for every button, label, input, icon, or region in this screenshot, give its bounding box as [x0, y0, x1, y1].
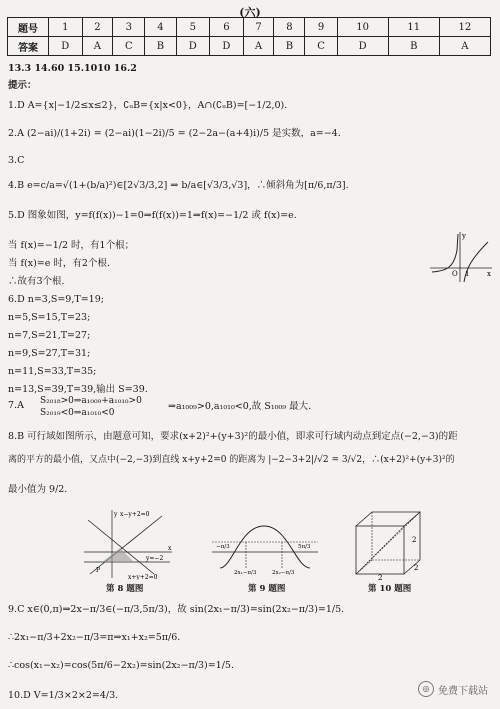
- solution-q8: 8.B 可行域如图所示，由题意可知，要求(x+2)²+(y+3)²的最小值，即求可行域内动点到定点(−2,−3)的距: [8, 431, 458, 442]
- fig8-line2: y=−2: [146, 555, 164, 562]
- fig8-line3: x+y+2=0: [128, 574, 158, 580]
- figure-q5-graph: [428, 230, 494, 284]
- wechat-icon: ◎: [418, 681, 434, 697]
- watermark-text: 免费下载站: [438, 685, 488, 697]
- table-cell: C: [305, 37, 337, 56]
- fig9-label-b: 5π/3: [298, 544, 311, 550]
- fig9-label-a: −π/3: [216, 544, 230, 550]
- solution-q5-case1: 当 f(x)=−1/2 时，有1个根；: [8, 240, 135, 251]
- table-cell: D: [49, 37, 83, 56]
- table-cell: B: [388, 37, 439, 56]
- fig5-label-x: x: [487, 270, 491, 278]
- fig10-edge1: 2: [412, 536, 417, 544]
- figure-q8-caption: 第 8 题图: [106, 584, 144, 594]
- solution-q8-result: 最小值为 9/2.: [8, 484, 68, 495]
- table-cell: 7: [243, 18, 274, 37]
- figure-q10-cube: [352, 508, 426, 580]
- fig10-edge3: 2: [414, 564, 419, 572]
- row-label: 题号: [8, 18, 49, 37]
- table-cell: 5: [176, 18, 210, 37]
- fig5-label-o: O: [452, 270, 458, 278]
- solution-q5: 5.D 图象如图，y=f(f(x))−1=0⇒f(f(x))=1⇒f(x)=−1/2 或 f(x)=e.: [8, 210, 297, 221]
- solution-q7-cond1: S₂₀₁₈>0⇒a₁₀₀₉+a₁₀₁₀>0: [40, 396, 142, 406]
- solution-q7-result: ⇒a₁₀₀₉>0,a₁₀₁₀<0,故 S₁₀₀₉ 最大.: [168, 401, 312, 412]
- answer-table: [7, 17, 491, 56]
- solution-q6-output: n=13,S=39,T=39,输出 S=39.: [8, 384, 148, 395]
- solution-q1: 1.D A={x|−1/2≤x≤2}，∁ᵤB={x|x<0}，A∩(∁ᵤB)=[−1/2,0).: [8, 100, 288, 111]
- fig9-label-x1: 2x₁−π/3: [234, 570, 257, 576]
- table-cell: B: [274, 37, 305, 56]
- table-cell: A: [82, 37, 113, 56]
- table-row: [8, 18, 491, 37]
- solution-q9-result: ∴cos(x₁−x₂)=cos(5π/6−2x₂)=sin(2x₂−π/3)=1/5.: [8, 660, 234, 671]
- table-cell: 2: [82, 18, 113, 37]
- fig10-edge2: 2: [378, 574, 383, 580]
- table-cell: 10: [337, 18, 388, 37]
- table-cell: 6: [210, 18, 244, 37]
- solution-q6: 6.D n=3,S=9,T=19;: [8, 294, 104, 305]
- table-cell: 11: [388, 18, 439, 37]
- fig8-label-x: x: [168, 545, 172, 552]
- fig8-line1: x−y+2=0: [120, 511, 150, 518]
- solution-q6-step: n=11,S=33,T=35;: [8, 366, 97, 377]
- fig5-label-1: 1: [465, 270, 470, 278]
- table-cell: A: [243, 37, 274, 56]
- solution-q7-cond2: S₂₀₁₉<0⇒a₁₀₁₀<0: [40, 408, 115, 418]
- solution-q2: 2.A (2−ai)/(1+2i) = (2−ai)(1−2i)/5 = (2−2a−(a+4)i)/5 是实数，a=−4.: [8, 128, 341, 139]
- table-cell: 4: [145, 18, 176, 37]
- table-cell: 9: [305, 18, 337, 37]
- solution-q8-cont: 离的平方的最小值，又点中(−2,−3)到直线 x+y+2=0 的距离为 |−2−3+2|/√2 = 3/√2，∴(x+2)²+(y+3)²的: [8, 455, 455, 465]
- table-cell: A: [439, 37, 490, 56]
- table-cell: B: [145, 37, 176, 56]
- solution-q9-step: ∴2x₁−π/3+2x₂−π/3=π⇒x₁+x₂=5π/6.: [8, 632, 181, 643]
- solution-q5-conclusion: ∴故有3个根.: [8, 276, 65, 287]
- figure-q9-caption: 第 9 题图: [248, 584, 286, 594]
- fig5-label-y: y: [462, 232, 466, 240]
- watermark: [418, 681, 488, 697]
- solution-q6-step: n=5,S=15,T=23;: [8, 312, 91, 323]
- fill-blank-answers: 13.3 14.60 15.1010 16.2: [8, 63, 137, 74]
- fig8-label-p: P: [96, 567, 101, 574]
- figure-q10-caption: 第 10 题图: [368, 584, 412, 594]
- solution-q4: 4.B e=c/a=√(1+(b/a)²)∈[2√3/3,2] ⇒ b/a∈[√3/3,√3]，∴倾斜角为[π/6,π/3].: [8, 180, 349, 191]
- table-cell: 8: [274, 18, 305, 37]
- fig8-label-y: y: [114, 511, 118, 518]
- table-cell: D: [210, 37, 244, 56]
- table-cell: 1: [49, 18, 83, 37]
- table-cell: 3: [113, 18, 145, 37]
- table-cell: C: [113, 37, 145, 56]
- solution-q5-case2: 当 f(x)=e 时，有2个根.: [8, 258, 110, 269]
- hint-label: 提示：: [8, 80, 37, 91]
- table-cell: 12: [439, 18, 490, 37]
- row-label: 答案: [8, 37, 49, 56]
- table-row: [8, 37, 491, 56]
- figure-q8-feasible-region: [82, 508, 174, 580]
- table-cell: D: [337, 37, 388, 56]
- solution-q6-step: n=9,S=27,T=31;: [8, 348, 91, 359]
- page-title: (六): [239, 6, 261, 19]
- solution-q7-label: 7.A: [8, 400, 24, 411]
- figure-q9-sine-curve: [210, 522, 320, 576]
- solution-q3: 3.C: [8, 155, 25, 166]
- solution-q10: 10.D V=1/3×2×2=4/3.: [8, 690, 119, 701]
- fig9-label-x2: 2x₂−π/3: [272, 570, 295, 576]
- solution-q6-step: n=7,S=21,T=27;: [8, 330, 91, 341]
- table-cell: D: [176, 37, 210, 56]
- solution-q9: 9.C x∈(0,π)⇒2x−π/3∈(−π/3,5π/3)，故 sin(2x₁−π/3)=sin(2x₂−π/3)=1/5.: [8, 604, 345, 615]
